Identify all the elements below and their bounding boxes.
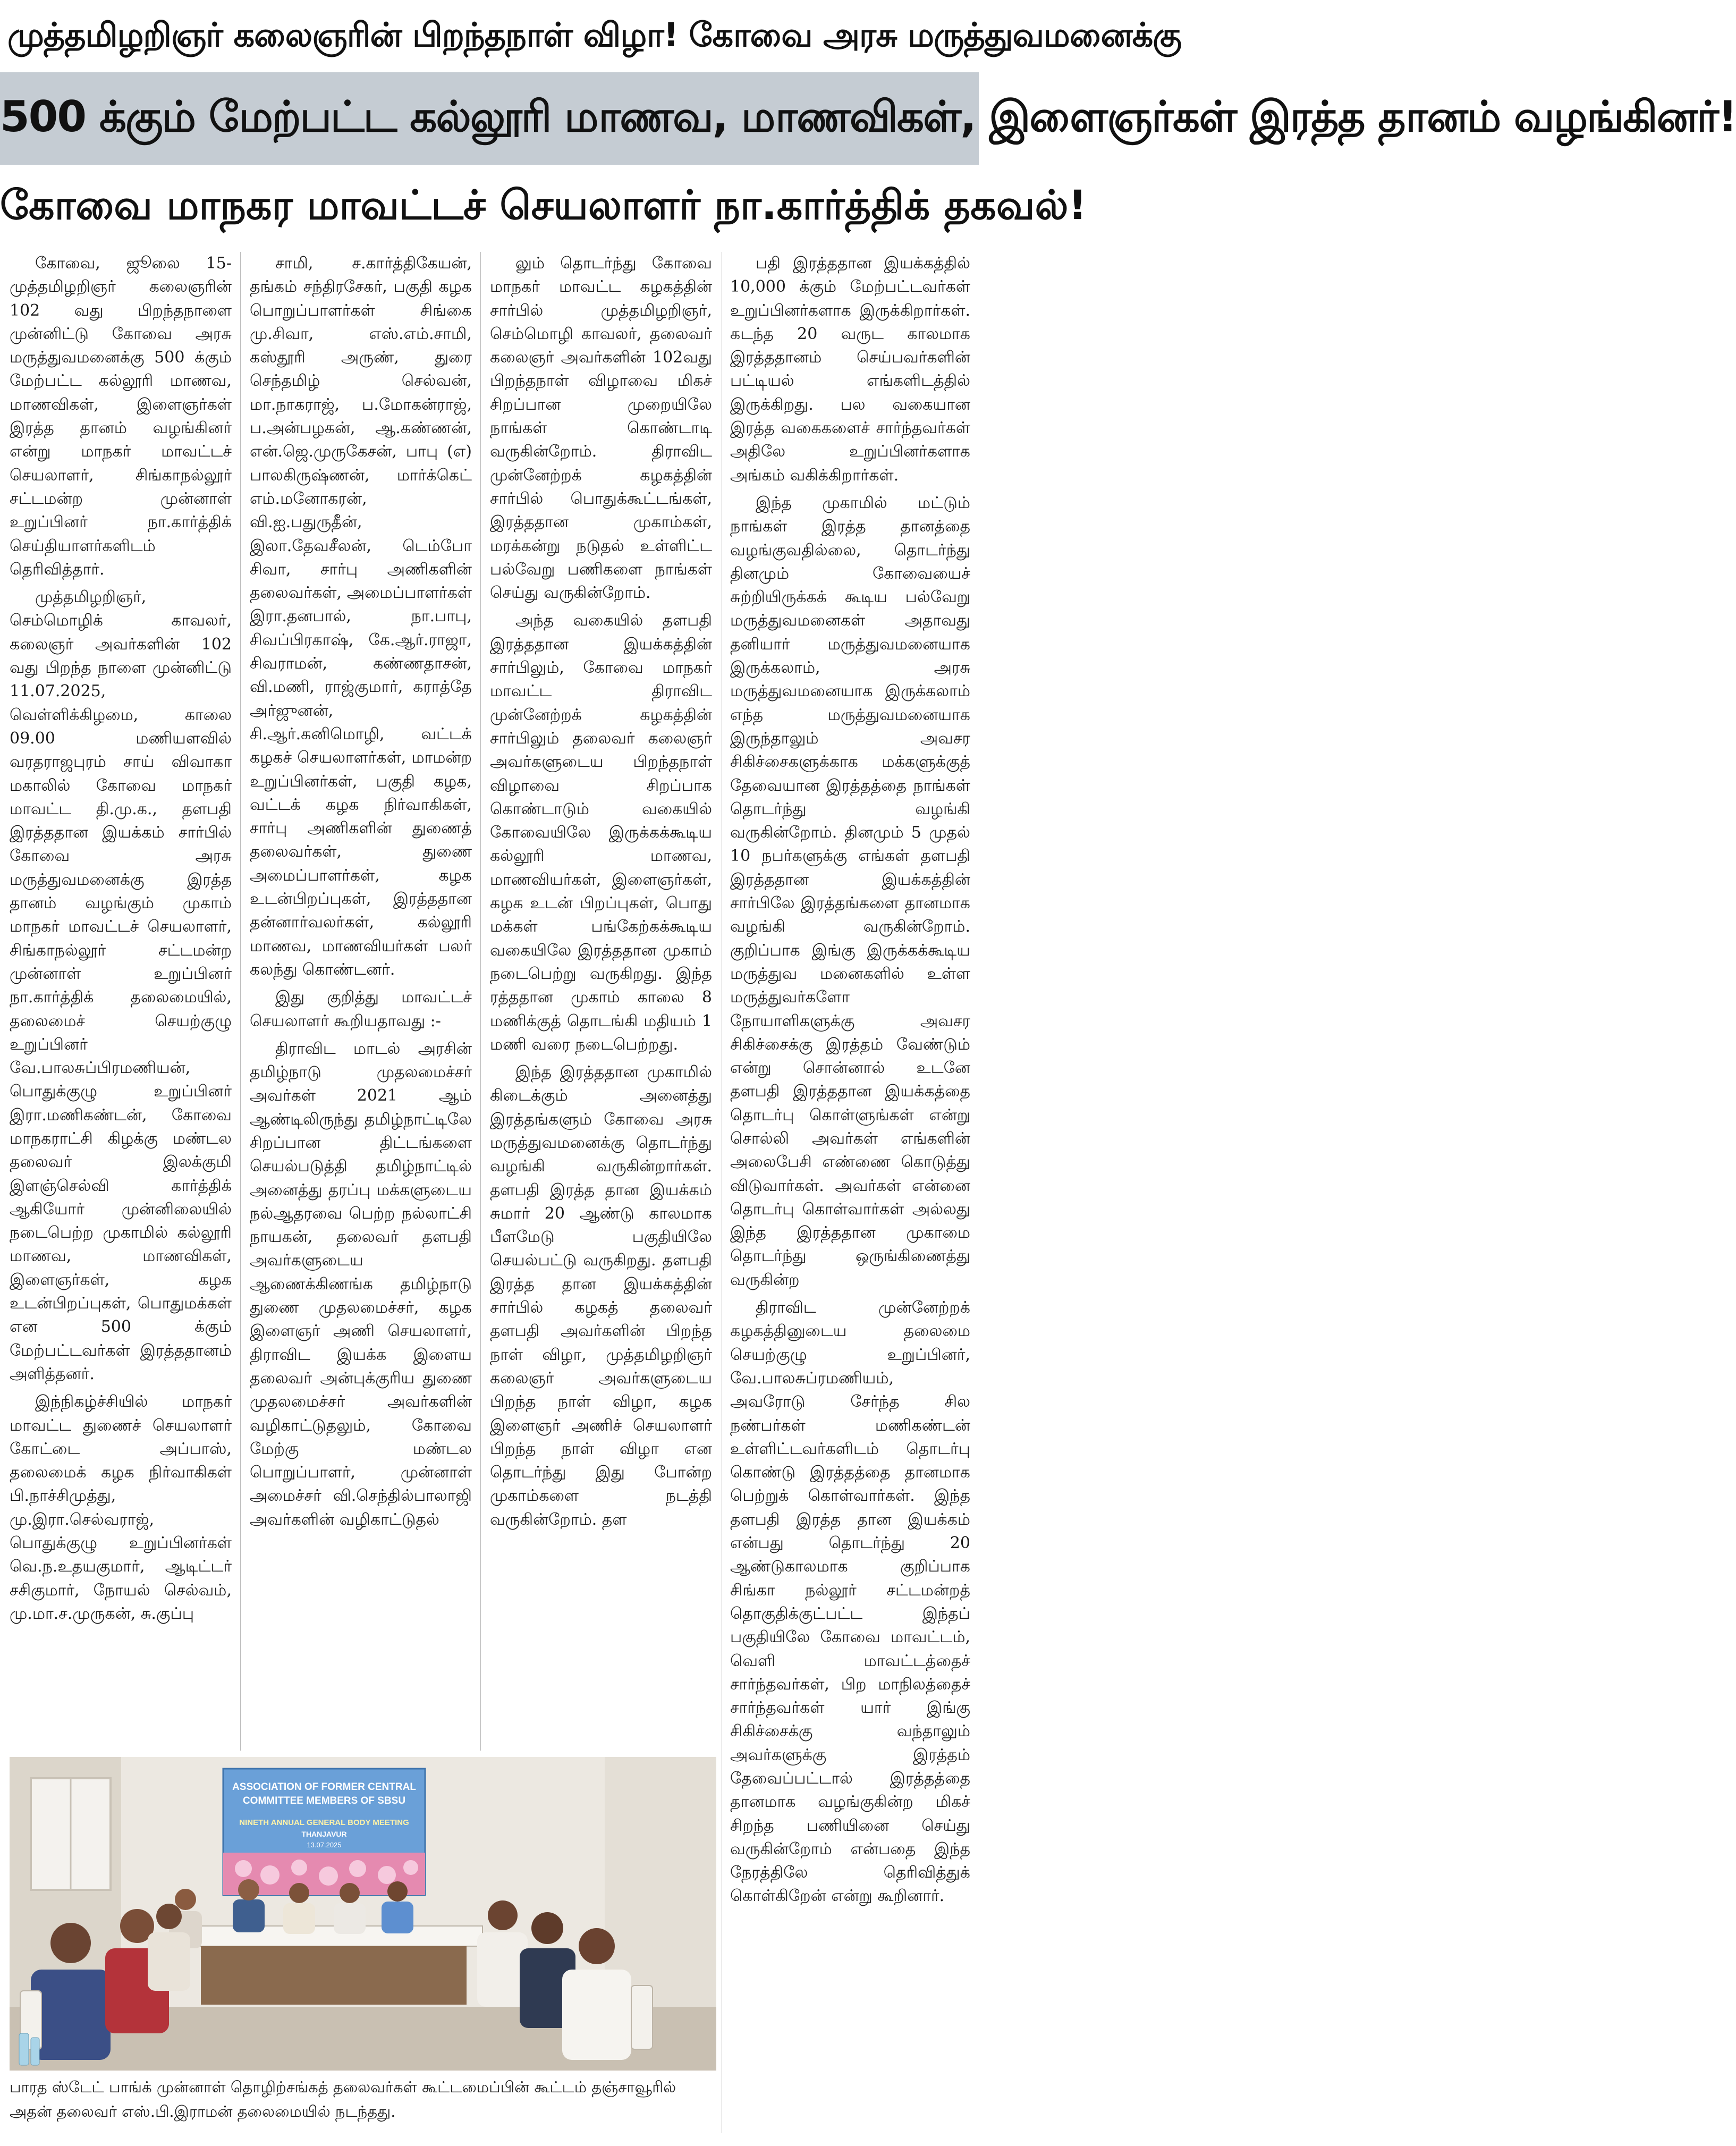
article-paragraph: இந்நிகழ்ச்சியில் மாநகர் மாவட்ட துணைச் செயலாளர் கோட்டை அப்பாஸ், தலைமைக் கழக நிர்வாகிகள் பி.நாச்சிமுத்து, மு.இரா.செல்வராஜ், பொதுக்குழு உறுப்பினர்கள் வெ.ந.உதயகுமார், ஆடிட்டர் சசிகுமார், நோயல் செல்வம், மு.மா.ச.முருகன், சு.குப்பு <box>10 1392 232 1623</box>
article-paragraph: முத்தமிழறிஞர், செம்மொழிக் காவலர், கலைஞர் அவர்களின் 102 வது பிறந்த நாளை முன்னிட்டு 11.07.2025, வெள்ளிக்கிழமை, காலை 09.00 மணியளவில் வரதராஜபுரம் சாய் விவாகா மகாலில் கோவை மாநகர் மாவட்ட தி.மு.க., தளபதி இரத்ததான இயக்கம் சார்பில் கோவை அரசு மருத்துவமனைக்கு இரத்த தானம் வழங்கும் முகாம் மாநகர் மாவட்டச் செயலாளர், சிங்காநல்லூர் சட்டமன்ற முன்னாள் உறுப்பினர் நா.கார்த்திக் தலைமையில், தலைமைச் செயற்குழு உறுப்பினர் வே.பாலசுப்பிரமணியன், பொதுக்குழு உறுப்பினர் இரா.மணிகண்டன், கோவை மாநகராட்சி கிழக்கு மண்டல தலைவர் இலக்குமி இளஞ்செல்வி கார்த்திக் ஆகியோர் முன்னிலையில் நடைபெற்ற முகாமில் கல்லூரி மாணவ, மாணவிகள், இளைஞர்கள், கழக உடன்பிறப்புகள், பொதுமக்கள் என 500 க்கும் மேற்பட்டவர்கள் இரத்ததானம் அளித்தனர். <box>10 588 232 1383</box>
subheadline: கோவை மாநகர மாவட்டச் செயலாளர் நா.கார்த்திக் தகவல்! <box>0 181 1087 229</box>
article-paragraph: திராவிட முன்னேற்றக் கழகத்தினுடைய தலைமை செயற்குழு உறுப்பினர், வே.பாலசுப்ரமணியம், அவரோடு சேர்ந்த சில நண்பர்கள் மணிகண்டன் உள்ளிட்டவர்களிடம் தொடர்பு கொண்டு இரத்தத்தை தானமாக பெற்றுக் கொள்வார்கள். இந்த தளபதி இரத்த தான இயக்கம் என்பது தொடர்ந்து 20 ஆண்டுகாலமாக குறிப்பாக சிங்கா நல்லூர் சட்டமன்றத் தொகுதிக்குட்பட்ட இந்தப் பகுதியிலே கோவை மாவட்டம், வெளி மாவட்டத்தைச் சார்ந்தவர்கள், பிற மாநிலத்தைச் சார்ந்தவர்கள் யார் இங்கு சிகிச்சைக்கு வந்தாலும் அவர்களுக்கு இரத்தம் தேவைப்பட்டால் இரத்தத்தை தானமாக வழங்குகின்ற மிகச் சிறந்த பணியினை செய்து வருகின்றோம் என்பதை இந்த நேரத்திலே தெரிவித்துக் கொள்கிறேன் என்று கூறினார். <box>730 1298 970 1906</box>
banner-line-3: NINETH ANNUAL GENERAL BODY MEETING <box>239 1818 409 1827</box>
banner-line-4: THANJAVUR <box>301 1830 347 1838</box>
article-column-1 <box>10 252 232 1751</box>
article-paragraph: அந்த வகையில் தளபதி இரத்ததான இயக்கத்தின் சார்பிலும், கோவை மாநகர் மாவட்ட திராவிட முன்னேற்றக் கழகத்தின் சார்பிலும் தலைவர் கலைஞர் அவர்களுடைய பிறந்தநாள் விழாவை சிறப்பாக கொண்டாடும் வகையில் கோவையிலே இருக்கக்கூடிய கல்லூரி மாணவ, மாணவியர்கள், இளைஞர்கள், கழக உடன் பிறப்புகள், பொது மக்கள் பங்கேற்கக்கூடிய வகையிலே இரத்ததான முகாம் நடைபெற்று வருகிறது. இந்த ரத்ததான முகாம் காலை 8 மணிக்குத் தொடங்கி மதியம் 1 மணி வரை நடைபெற்றது. <box>490 611 712 1054</box>
article-paragraph: திராவிட மாடல் அரசின் தமிழ்நாடு முதலமைச்சர் அவர்கள் 2021 ஆம் ஆண்டிலிருந்து தமிழ்நாட்டிலே சிறப்பான திட்டங்களை செயல்படுத்தி தமிழ்நாட்டில் அனைத்து தரப்பு மக்களுடைய நல்ஆதரவை பெற்ற நல்லாட்சி நாயகன், தலைவர் தளபதி அவர்களுடைய ஆணைக்கிணங்க தமிழ்நாடு துணை முதலமைச்சர், கழக இளைஞர் அணி செயலாளர், திராவிட இயக்க இளைய தலைவர் அன்புக்குரிய துணை முதலமைச்சர் அவர்களின் வழிகாட்டுதலும், கோவை மேற்கு மண்டல பொறுப்பாளர், முன்னாள் அமைச்சர் வி.செந்தில்பாலாஜி அவர்களின் வழிகாட்டுதல் <box>250 1039 472 1529</box>
banner-line-1: ASSOCIATION OF FORMER CENTRAL <box>232 1781 416 1793</box>
meeting-photo-illustration <box>10 1757 716 2071</box>
article-paragraph: லும் தொடர்ந்து கோவை மாநகர் மாவட்ட கழகத்தின் சார்பில் முத்தமிழறிஞர், செம்மொழி காவலர், தலைவர் கலைஞர் அவர்களின் 102வது பிறந்தநாள் விழாவை மிகச் சிறப்பான முறையிலே நாங்கள் கொண்டாடி வருகின்றோம். திராவிட முன்னேற்றக் கழகத்தின் சார்பில் பொதுக்கூட்டங்கள், இரத்ததான முகாம்கள், மரக்கன்று நடுதல் உள்ளிட்ட பல்வேறு பணிகளை நாங்கள் செய்து வருகின்றோம். <box>490 254 712 603</box>
article-paragraph: கோவை, ஜூலை 15- முத்தமிழறிஞர் கலைஞரின் 102 வது பிறந்தநாளை முன்னிட்டு கோவை அரசு மருத்துவமனைக்கு 500 க்கும் மேற்பட்ட கல்லூரி மாணவ, மாணவிகள், இளைஞர்கள் இரத்த தானம் வழங்கினர் என்று மாநகர் மாவட்டச் செயலாளர், சிங்காநல்லூர் சட்டமன்ற முன்னாள் உறுப்பினர் நா.கார்த்திக் செய்தியாளர்களிடம் தெரிவித்தார். <box>10 254 232 579</box>
article-column-3 <box>490 252 712 1751</box>
article-paragraph: சாமி, ச.கார்த்திகேயன், தங்கம் சந்திரசேகர், பகுதி கழக பொறுப்பாளர்கள் சிங்கை மு.சிவா, எஸ்.எம்.சாமி, கஸ்தூரி அருண், துரை செந்தமிழ் செல்வன், மா.நாகராஜ், ப.மோகன்ராஜ், ப.அன்பழகன், ஆ.கண்ணன், என்.ஜெ.முருகேசன், பாபு (எ) பாலகிருஷ்ணன், மார்க்கெட் எம்.மனோகரன், வி.ஐ.பதுருதீன், இலா.தேவசீலன், டெம்போ சிவா, சார்பு அணிகளின் தலைவர்கள், அமைப்பாளர்கள் இரா.தனபால், நா.பாபு, சிவப்பிரகாஷ், கே.ஆர்.ராஜா, சிவராமன், கண்ணதாசன், வி.மணி, ராஜ்குமார், கராத்தே அர்ஜுனன், சி.ஆர்.கனிமொழி, வட்டக் கழகச் செயலாளர்கள், மாமன்ற உறுப்பினர்கள், பகுதி கழக, வட்டக் கழக நிர்வாகிகள், சார்பு அணிகளின் துணைத் தலைவர்கள், துணை அமைப்பாளர்கள், கழக உடன்பிறப்புகள், இரத்ததான தன்னார்வலர்கள், கல்லூரி மாணவ, மாணவியர்கள் பலர் கலந்து கொண்டனர். <box>250 254 472 979</box>
article-paragraph: பதி இரத்ததான இயக்கத்தில் 10,000 க்கும் மேற்பட்டவர்கள் உறுப்பினர்களாக இருக்கிறார்கள். கடந்த 20 வருட காலமாக இரத்ததானம் செய்பவர்களின் பட்டியல் எங்களிடத்தில் இருக்கிறது. பல வகையான இரத்த வகைகளைச் சார்ந்தவர்கள் அதிலே உறுப்பினர்களாக அங்கம் வகிக்கிறார்கள். <box>730 254 970 485</box>
banner-line-2: COMMITTEE MEMBERS OF SBSU <box>242 1795 406 1806</box>
article-paragraph: இந்த இரத்ததான முகாமில் கிடைக்கும் அனைத்து இரத்தங்களும் கோவை அரசு மருத்துவமனைக்கு தொடர்ந்து வழங்கி வருகின்றார்கள். தளபதி இரத்த தான இயக்கம் சுமார் 20 ஆண்டு காலமாக பீளமேடு பகுதியிலே செயல்பட்டு வருகிறது. தளபதி இரத்த தான இயக்கத்தின் சார்பில் கழகத் தலைவர் தளபதி அவர்களின் பிறந்த நாள் விழா, முத்தமிழறிஞர் கலைஞர் அவர்களுடைய பிறந்த நாள் விழா, கழக இளைஞர் அணிச் செயலாளர் பிறந்த நாள் விழா என தொடர்ந்து இது போன்ற முகாம்களை நடத்தி வருகின்றோம். தள <box>490 1063 712 1529</box>
article-paragraph: இந்த முகாமில் மட்டும் நாங்கள் இரத்த தானத்தை வழங்குவதில்லை, தொடர்ந்து தினமும் கோவையைச் சுற்றியிருக்கக் கூடிய பல்வேறு மருத்துவமனைகள் அதாவது தனியார் மருத்துவமனையாக இருக்கலாம், அரசு மருத்துவமனையாக இருக்கலாம் எந்த மருத்துவமனையாக இருந்தாலும் அவசர சிகிச்சைகளுக்காக மக்களுக்குத் தேவையான இரத்தத்தை நாங்கள் தொடர்ந்து வழங்கி வருகின்றோம். தினமும் 5 முதல் 10 நபர்களுக்கு எங்கள் தளபதி இரத்ததான இயக்கத்தின் சார்பிலே இரத்தங்களை தானமாக வழங்கி வருகின்றோம். குறிப்பாக இங்கு இருக்கக்கூடிய மருத்துவ மனைகளில் உள்ள மருத்துவர்களோ நோயாளிகளுக்கு அவசர சிகிச்சைக்கு இரத்தம் வேண்டும் என்று சொன்னால் உடனே தளபதி இரத்ததான இயக்கத்தை தொடர்பு கொள்ளுங்கள் என்று சொல்லி அவர்கள் எங்களின் அலைபேசி எண்ணை கொடுத்து விடுவார்கள். அவர்கள் என்னை தொடர்பு கொள்வார்கள் அல்லது இந்த இரத்ததான முகாமை தொடர்ந்து ஒருங்கிணைத்து வருகின்ற <box>730 493 970 1289</box>
banner-line-5: 13.07.2025 <box>307 1841 342 1849</box>
article-column-2 <box>250 252 472 1751</box>
news-photo <box>10 1757 716 2071</box>
article-column-4 <box>730 252 970 2133</box>
article-paragraph: இது குறித்து மாவட்டச் செயலாளர் கூறியதாவது :- <box>250 988 472 1030</box>
headline-banner: 500 க்கும் மேற்பட்ட கல்லூரி மாணவ, மாணவிகள், இளைஞர்கள் இரத்த தானம் வழங்கினர்! <box>0 72 979 165</box>
kicker-line: முத்தமிழறிஞர் கலைஞரின் பிறந்தநாள் விழா! கோவை அரசு மருத்துவமனைக்கு <box>7 15 1182 54</box>
column-divider <box>480 252 481 1751</box>
column-divider <box>240 252 241 1751</box>
photo-caption: பாரத ஸ்டேட் பாங்க் முன்னாள் தொழிற்சங்கத் தலைவர்கள் கூட்டமைப்பின் கூட்டம் தஞ்சாவூரில் அதன் தலைவர் எஸ்.பி.இராமன் தலைமையில் நடந்தது. <box>10 2078 676 2120</box>
